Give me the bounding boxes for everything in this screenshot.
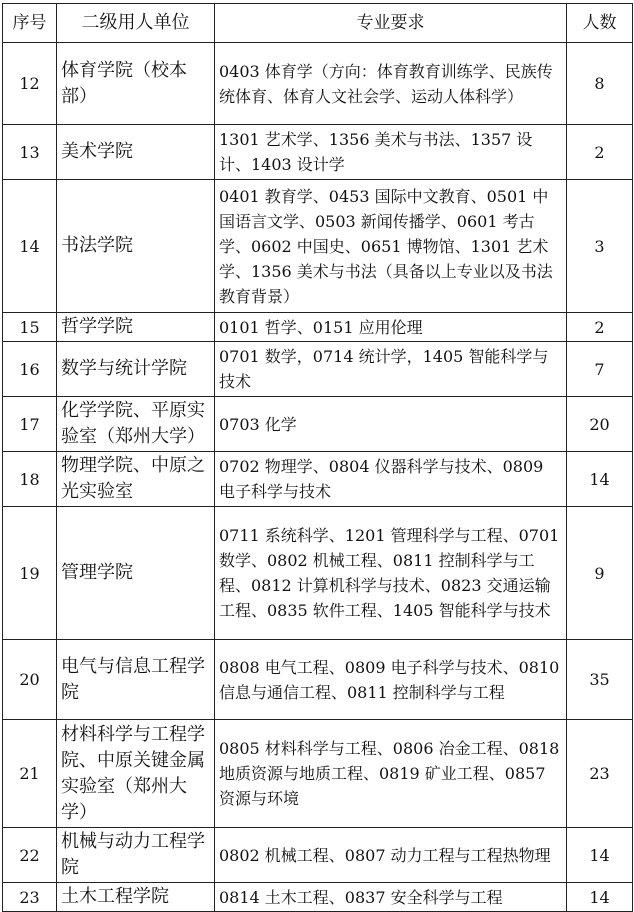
row-requirement: 0805 材料科学与工程、0806 冶金工程、0818 地质资源与地质工程、0819 矿业工程、0857 资源与环境 — [215, 720, 567, 828]
table-row — [3, 883, 633, 912]
row-unit: 美术学院 — [57, 125, 215, 180]
row-unit: 材料科学与工程学院、中原关键金属实验室（郑州大学） — [57, 720, 215, 828]
row-unit: 土木工程学院 — [57, 883, 215, 912]
row-count: 3 — [567, 180, 633, 313]
row-requirement: 0703 化学 — [215, 397, 567, 452]
table-row — [3, 507, 633, 640]
table-row — [3, 828, 633, 883]
row-count: 23 — [567, 720, 633, 828]
row-unit: 哲学学院 — [57, 313, 215, 342]
row-no: 13 — [3, 125, 57, 180]
row-count: 8 — [567, 43, 633, 125]
row-unit: 体育学院（校本部） — [57, 43, 215, 125]
row-count: 9 — [567, 507, 633, 640]
row-no: 20 — [3, 640, 57, 720]
row-no: 22 — [3, 828, 57, 883]
staffing-table — [2, 3, 633, 912]
row-unit: 数学与统计学院 — [57, 342, 215, 397]
row-requirement: 0808 电气工程、0809 电子科学与技术、0810 信息与通信工程、0811 控制科学与工程 — [215, 640, 567, 720]
row-requirement: 0101 哲学、0151 应用伦理 — [215, 313, 567, 342]
row-unit: 电气与信息工程学院 — [57, 640, 215, 720]
row-unit: 物理学院、中原之光实验室 — [57, 452, 215, 507]
row-unit: 书法学院 — [57, 180, 215, 313]
table-row — [3, 397, 633, 452]
table-row — [3, 313, 633, 342]
row-requirement: 0702 物理学、0804 仪器科学与技术、0809 电子科学与技术 — [215, 452, 567, 507]
row-count: 2 — [567, 313, 633, 342]
row-no: 21 — [3, 720, 57, 828]
row-count: 14 — [567, 883, 633, 912]
row-count: 14 — [567, 452, 633, 507]
header-count: 人数 — [567, 4, 633, 43]
row-requirement: 0401 教育学、0453 国际中文教育、0501 中国语言文学、0503 新闻传播学、0601 考古学、0602 中国史、0651 博物馆、1301 艺术学、1356 美术与书法（具备以上专业以及书法教育背景） — [215, 180, 567, 313]
row-no: 16 — [3, 342, 57, 397]
row-no: 23 — [3, 883, 57, 912]
row-unit: 机械与动力工程学院 — [57, 828, 215, 883]
table-row — [3, 452, 633, 507]
header-unit: 二级用人单位 — [57, 4, 215, 43]
row-unit: 化学学院、平原实验室（郑州大学） — [57, 397, 215, 452]
row-no: 17 — [3, 397, 57, 452]
header-row — [3, 4, 633, 43]
row-count: 14 — [567, 828, 633, 883]
row-no: 18 — [3, 452, 57, 507]
table-row — [3, 43, 633, 125]
row-requirement: 0802 机械工程、0807 动力工程与工程热物理 — [215, 828, 567, 883]
row-no: 12 — [3, 43, 57, 125]
row-requirement: 0701 数学，0714 统计学，1405 智能科学与技术 — [215, 342, 567, 397]
row-count: 20 — [567, 397, 633, 452]
row-count: 35 — [567, 640, 633, 720]
row-no: 15 — [3, 313, 57, 342]
row-requirement: 0814 土木工程、0837 安全科学与工程 — [215, 883, 567, 912]
header-no: 序号 — [3, 4, 57, 43]
row-no: 14 — [3, 180, 57, 313]
table-row — [3, 640, 633, 720]
row-unit: 管理学院 — [57, 507, 215, 640]
table-row — [3, 125, 633, 180]
row-count: 7 — [567, 342, 633, 397]
table-row — [3, 342, 633, 397]
row-no: 19 — [3, 507, 57, 640]
table-row — [3, 180, 633, 313]
row-requirement: 0403 体育学（方向：体育教育训练学、民族传统体育、体育人文社会学、运动人体科学） — [215, 43, 567, 125]
table-row — [3, 720, 633, 828]
row-count: 2 — [567, 125, 633, 180]
header-requirement: 专业要求 — [215, 4, 567, 43]
row-requirement: 0711 系统科学、1201 管理科学与工程、0701 数学、0802 机械工程、0811 控制科学与工程、0812 计算机科学与技术、0823 交通运输工程、0835 软件工程、1405 智能科学与技术 — [215, 507, 567, 640]
row-requirement: 1301 艺术学、1356 美术与书法、1357 设计、1403 设计学 — [215, 125, 567, 180]
